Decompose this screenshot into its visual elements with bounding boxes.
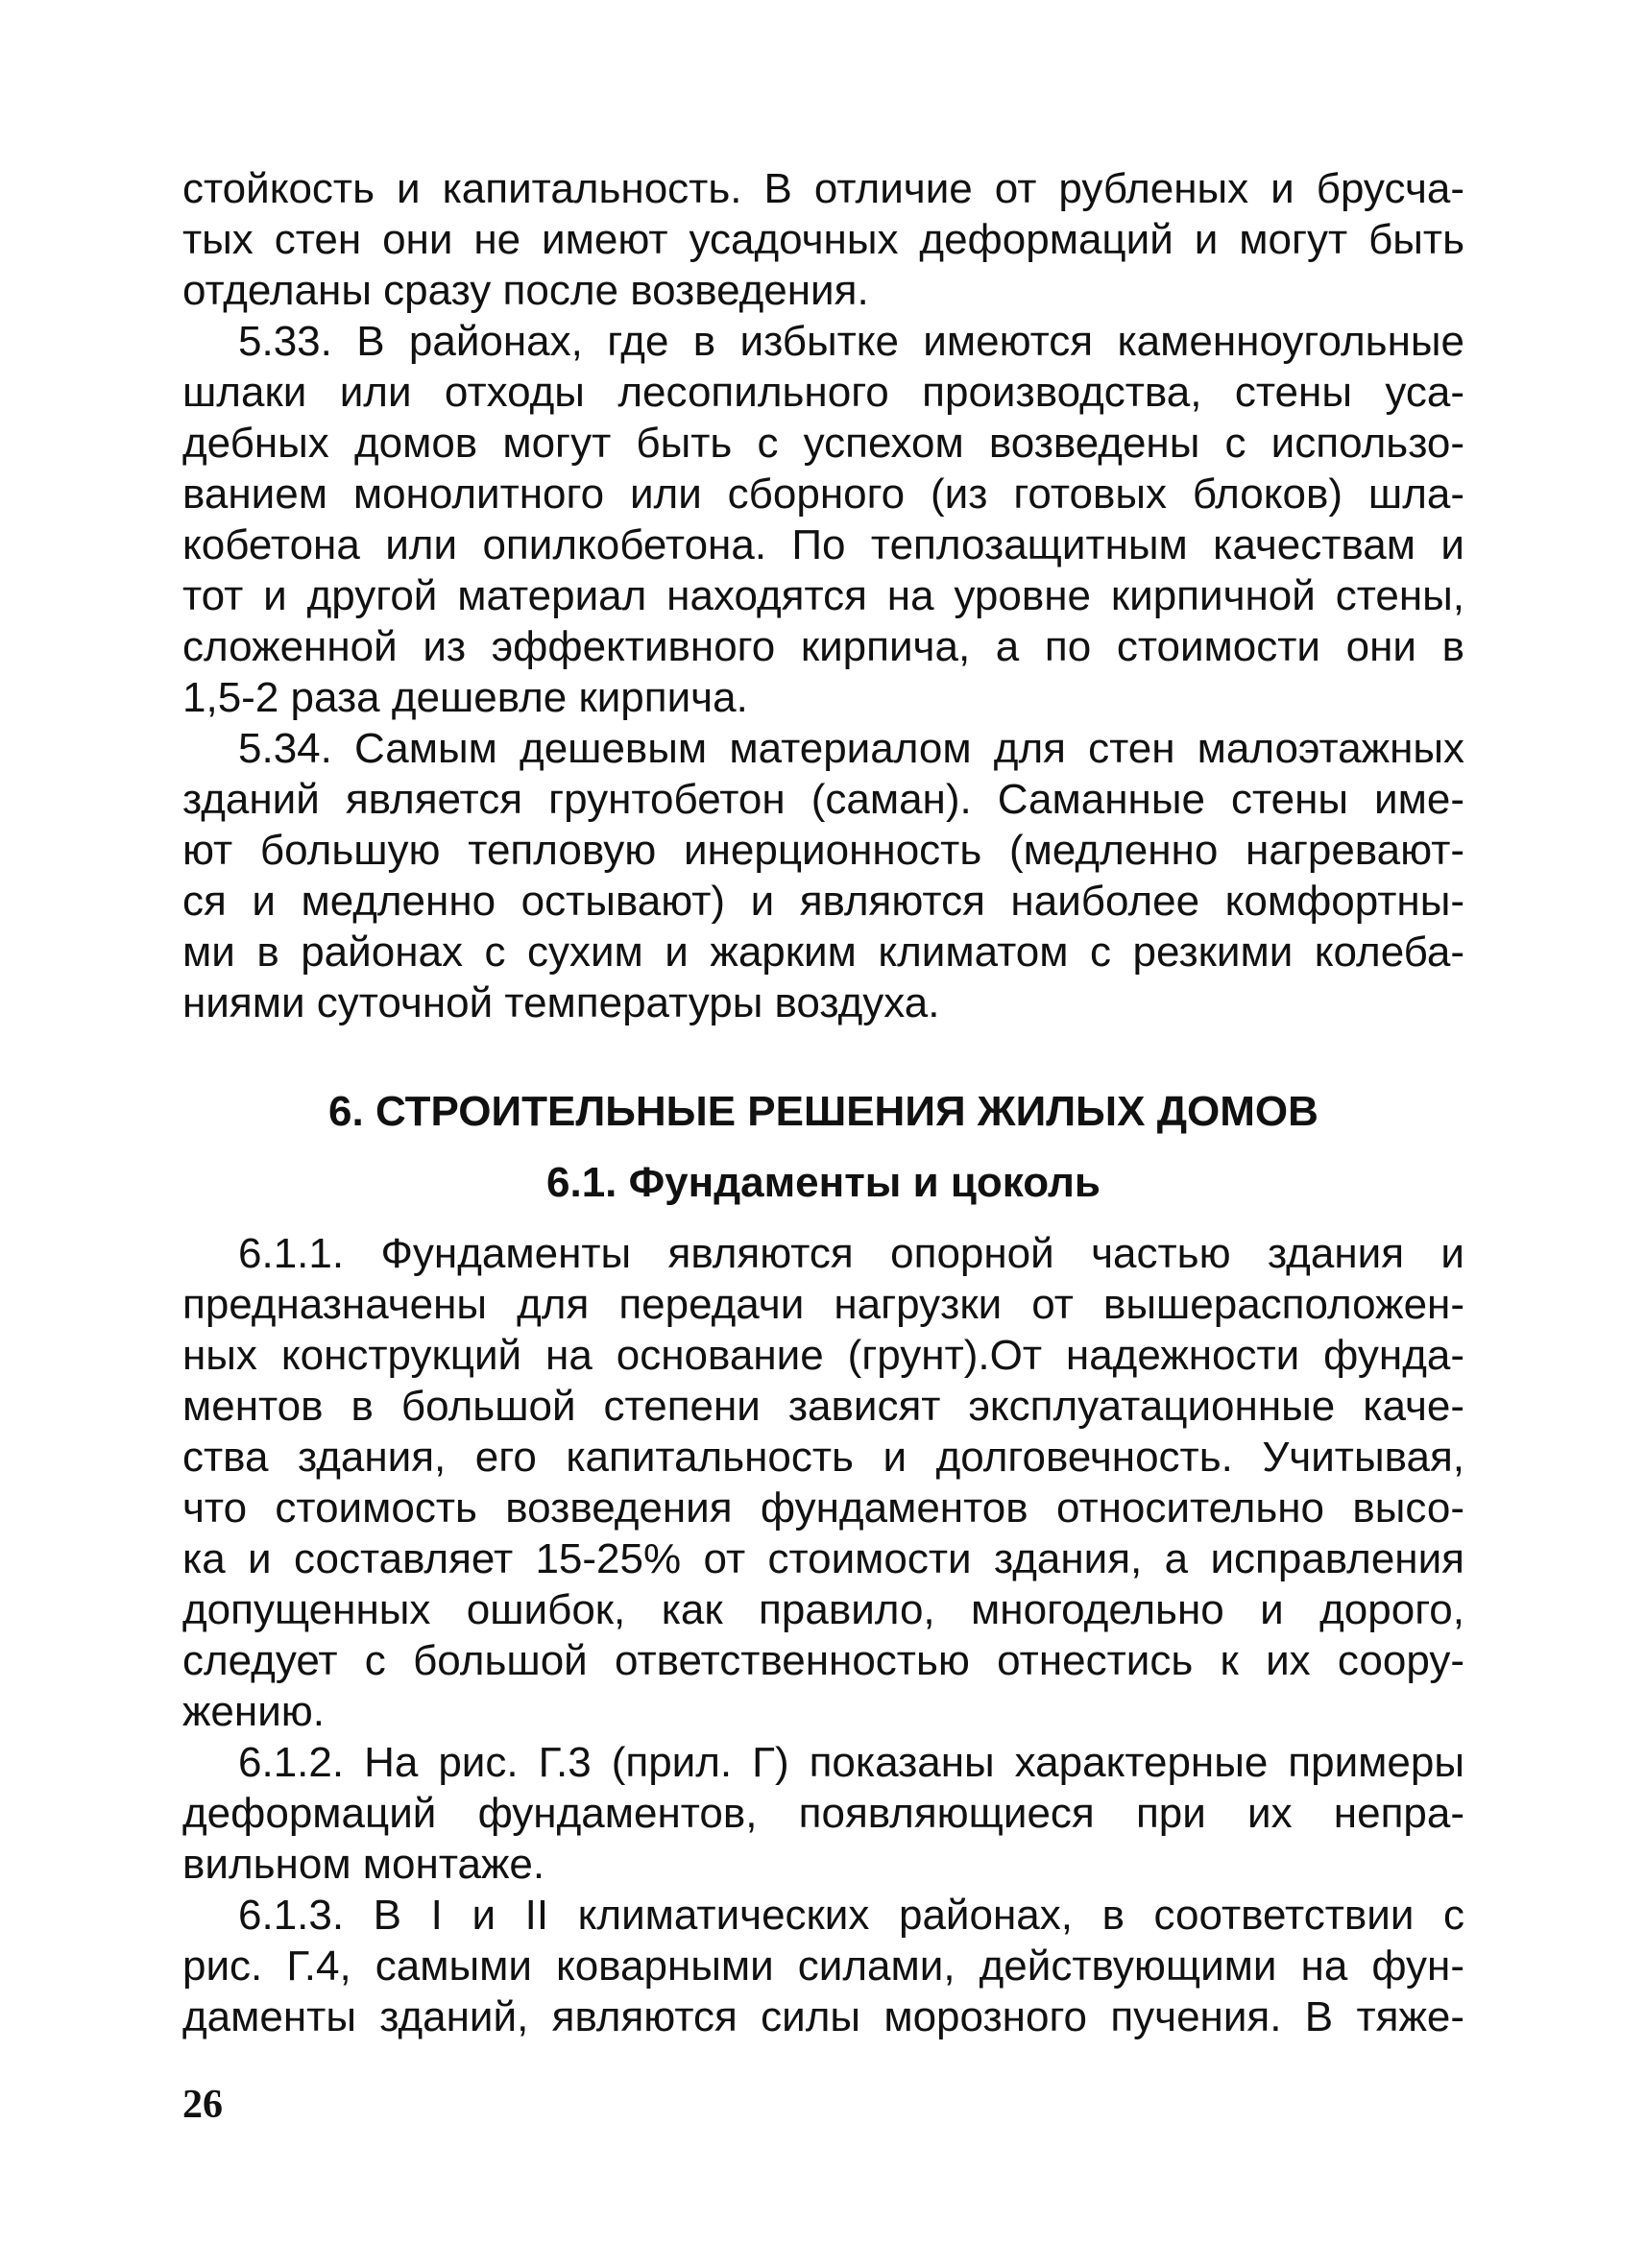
text-line: кобетона или опилкобетона. По теплозащитным качествам и [182, 521, 1464, 568]
text-line: ных конструкций на основание (грунт).От надежности фунда- [182, 1332, 1464, 1379]
text-line: деформаций фундаментов, появляющиеся при их непра- [182, 1790, 1464, 1837]
text-line: 1,5-2 раза дешевле кирпича. [182, 674, 748, 721]
text-line: отделаны сразу после возведения. [182, 267, 869, 314]
text-line: 5.33. В районах, где в избытке имеются каменноугольные [238, 318, 1464, 365]
text-line: рис. Г.4, самыми коварными силами, действующими на фун- [182, 1942, 1464, 1990]
text-line: следует с большой ответственностью отнестись к их соору- [182, 1637, 1464, 1684]
paragraph-6-1-2 [182, 1737, 1464, 1890]
text-line: допущенных ошибок, как правило, многодельно и дорого, [182, 1586, 1464, 1633]
subsection-title: 6.1. Фундаменты и цоколь [546, 1159, 1101, 1206]
text-line: стойкость и капитальность. В отличие от рубленых и брусча- [182, 165, 1464, 212]
text-line: 6.1.1. Фундаменты являются опорной частью здания и [238, 1230, 1464, 1277]
text-line: предназначены для передачи нагрузки от вышерасположен- [182, 1281, 1464, 1328]
text-line: ства здания, его капитальность и долговечность. Учитывая, [182, 1434, 1464, 1481]
text-line: 5.34. Самым дешевым материалом для стен малоэтажных [238, 725, 1464, 772]
paragraph-5-33 [182, 316, 1464, 723]
text-line: 6.1.2. На рис. Г.3 (прил. Г) показаны характерные примеры [238, 1739, 1464, 1786]
text-line: ка и составляет 15-25% от стоимости здания, а исправления [182, 1535, 1464, 1582]
text-line: жению. [182, 1688, 326, 1735]
paragraph-6-1-1 [182, 1228, 1464, 1737]
text-line: сложенной из эффективного кирпича, а по стоимости они в [182, 623, 1464, 670]
paragraph-6-1-3 [182, 1890, 1464, 2042]
text-line: зданий является грунтобетон (саман). Саманные стены име- [182, 776, 1464, 823]
text-line: вильном монтаже. [182, 1841, 545, 1888]
text-line: ванием монолитного или сборного (из готовых блоков) шла- [182, 470, 1464, 518]
text-line: даменты зданий, являются силы морозного пучения. В тяже- [182, 1993, 1464, 2040]
text-line: тых стен они не имеют усадочных деформаций и могут быть [182, 216, 1464, 263]
text-line: ся и медленно остывают) и являются наиболее комфортны- [182, 878, 1464, 925]
text-line: тот и другой материал находятся на уровне кирпичной стены, [182, 572, 1464, 619]
text-line: шлаки или отходы лесопильного производства, стены уса- [182, 369, 1464, 416]
page-body [182, 163, 1464, 2042]
paragraph-5-34 [182, 723, 1464, 1028]
section-title: 6. СТРОИТЕЛЬНЫЕ РЕШЕНИЯ ЖИЛЫХ ДОМОВ [328, 1088, 1318, 1135]
text-line: что стоимость возведения фундаментов относительно высо- [182, 1484, 1464, 1532]
text-line: ют большую тепловую инерционность (медленно нагревают- [182, 827, 1464, 874]
text-line: ниями суточной температуры воздуха. [182, 979, 940, 1026]
text-line: ми в районах с сухим и жарким климатом с резкими колеба- [182, 929, 1464, 976]
text-line: ментов в большой степени зависят эксплуатационные каче- [182, 1383, 1464, 1430]
page-number: 26 [182, 2083, 223, 2127]
paragraph-1 [182, 163, 1464, 316]
text-line: 6.1.3. В I и II климатических районах, в соответствии с [238, 1892, 1464, 1939]
text-line: дебных домов могут быть с успехом возведены с использо- [182, 420, 1464, 467]
